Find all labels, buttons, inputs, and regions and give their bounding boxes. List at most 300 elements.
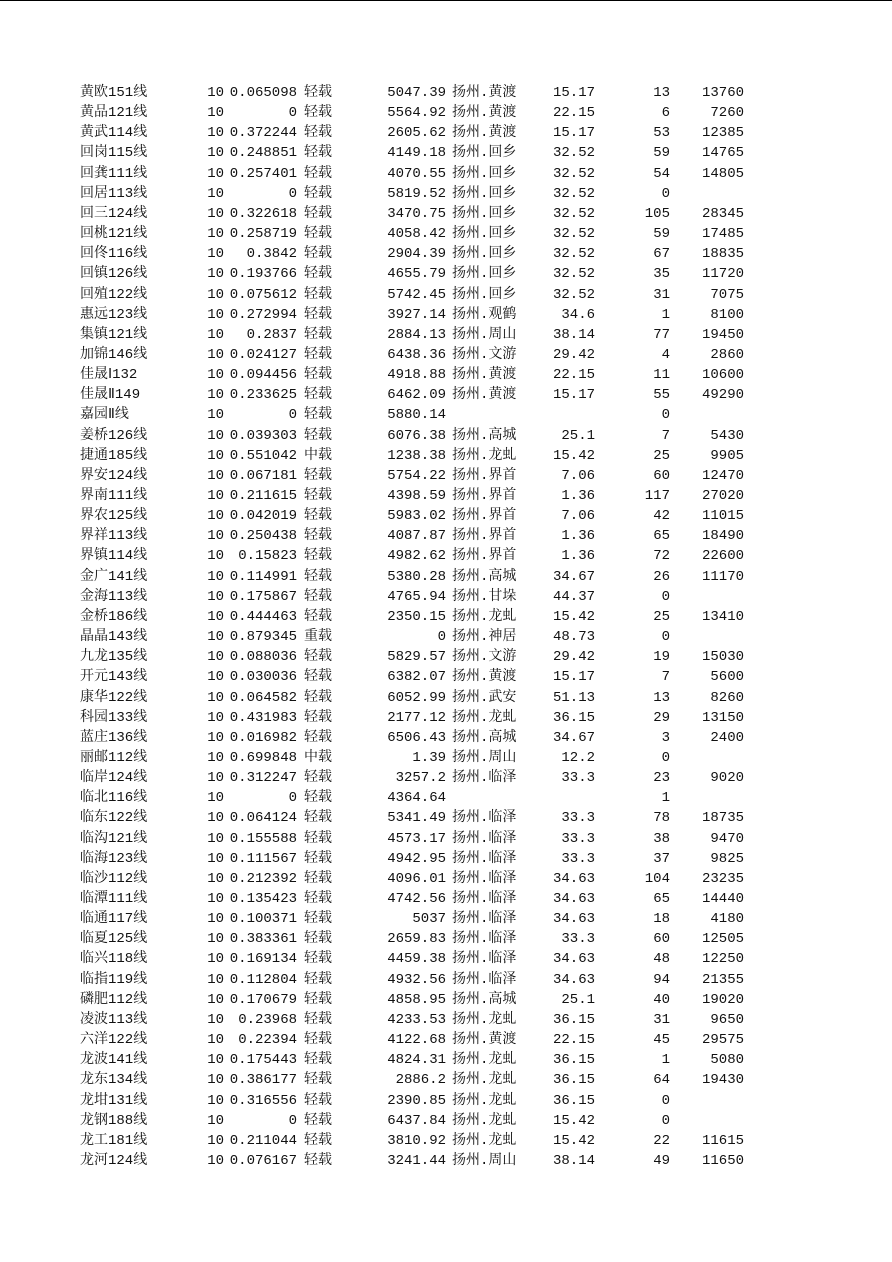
- voltage-cell: 10: [207, 205, 224, 222]
- count-cell: 94: [653, 971, 670, 988]
- table-row: [0, 526, 892, 546]
- load-ratio-cell: 0.372244: [229, 125, 297, 142]
- capacity-cell: 12385: [701, 125, 744, 142]
- line-name-cell: 临北116线: [80, 790, 148, 807]
- distance-cell: 33.3: [561, 850, 595, 867]
- voltage-cell: 10: [207, 165, 224, 182]
- line-name-cell: 捷通185线: [80, 447, 148, 464]
- table-row: [0, 667, 892, 687]
- substation-cell: 扬州.临泽: [452, 810, 517, 827]
- count-cell: 0: [661, 185, 670, 202]
- substation-cell: 扬州.龙虬: [452, 447, 517, 464]
- load-status-cell: 轻载: [304, 1072, 332, 1089]
- line-name-cell: 临潭111线: [80, 891, 148, 907]
- margin-value-cell: 6438.36: [387, 346, 446, 363]
- voltage-cell: 10: [207, 145, 224, 162]
- load-ratio-cell: 0.2837: [246, 326, 297, 343]
- table-row: [0, 164, 892, 184]
- line-name-cell: 丽邮112线: [80, 749, 148, 766]
- load-ratio-cell: 0: [288, 185, 297, 202]
- count-cell: 0: [661, 749, 670, 766]
- margin-value-cell: 6382.07: [387, 669, 446, 686]
- capacity-cell: 5080: [710, 1052, 744, 1069]
- table-row: [0, 365, 892, 385]
- distance-cell: 1.36: [561, 488, 595, 504]
- margin-value-cell: 5037: [412, 911, 446, 928]
- load-status-cell: 轻载: [304, 508, 332, 525]
- load-ratio-cell: 0.065098: [229, 85, 297, 101]
- voltage-cell: 10: [207, 488, 224, 504]
- load-ratio-cell: 0.383361: [229, 931, 297, 948]
- load-status-cell: 轻载: [304, 125, 332, 142]
- distance-cell: 22.15: [552, 1032, 595, 1049]
- line-name-cell: 界镇114线: [80, 548, 148, 565]
- distance-cell: 15.42: [552, 447, 595, 464]
- count-cell: 35: [653, 266, 670, 283]
- substation-cell: [452, 405, 524, 425]
- substation-cell: 扬州.临泽: [452, 830, 517, 847]
- load-status-cell: 轻载: [304, 770, 332, 787]
- voltage-cell: 10: [207, 528, 224, 545]
- capacity-cell: 11615: [701, 1132, 744, 1149]
- line-name-cell: 临通117线: [80, 911, 148, 928]
- substation-cell: 扬州.甘垛: [452, 588, 517, 605]
- load-status-cell: 轻载: [304, 246, 332, 263]
- distance-cell: 22.15: [552, 105, 595, 122]
- count-cell: 0: [661, 407, 670, 424]
- capacity-cell: 19430: [701, 1072, 744, 1089]
- load-status-cell: 轻载: [304, 850, 332, 867]
- capacity-cell: [672, 184, 744, 204]
- margin-value-cell: 5819.52: [387, 185, 446, 202]
- distance-cell: 32.52: [552, 226, 595, 243]
- distance-cell: 33.3: [561, 830, 595, 847]
- load-status-cell: 轻载: [304, 306, 332, 323]
- capacity-cell: 14805: [701, 165, 744, 182]
- capacity-cell: [672, 405, 744, 425]
- table-row: [0, 909, 892, 929]
- load-status-cell: 轻载: [304, 931, 332, 948]
- capacity-cell: 9470: [710, 830, 744, 847]
- line-name-cell: 回岗115线: [80, 145, 148, 162]
- voltage-cell: 10: [207, 306, 224, 323]
- margin-value-cell: 4942.95: [387, 850, 446, 867]
- substation-cell: 扬州.周山: [452, 326, 517, 343]
- table-row: [0, 688, 892, 708]
- line-name-cell: 蓝庄136线: [80, 729, 148, 746]
- capacity-cell: 9905: [710, 447, 744, 464]
- distance-cell: 34.63: [552, 911, 595, 928]
- count-cell: 11: [653, 367, 670, 384]
- load-status-cell: 轻载: [304, 568, 332, 585]
- load-ratio-cell: 0.3842: [246, 246, 297, 263]
- substation-cell: 扬州.临泽: [452, 951, 517, 968]
- load-ratio-cell: 0.212392: [229, 870, 297, 887]
- distance-cell: 36.15: [552, 1092, 595, 1109]
- load-ratio-cell: 0.024127: [229, 346, 297, 363]
- line-name-cell: 界农125线: [80, 508, 148, 525]
- substation-cell: 扬州.界首: [452, 528, 517, 545]
- load-status-cell: 轻载: [304, 911, 332, 928]
- substation-cell: 扬州.黄渡: [452, 105, 517, 122]
- voltage-cell: 10: [207, 447, 224, 464]
- substation-cell: 扬州.临泽: [452, 770, 517, 787]
- load-status-cell: 轻载: [304, 870, 332, 887]
- load-status-cell: 轻载: [304, 467, 332, 484]
- count-cell: 1: [661, 1052, 670, 1069]
- load-ratio-cell: 0.233625: [229, 387, 297, 404]
- capacity-cell: 13410: [701, 608, 744, 625]
- table-row: [0, 506, 892, 526]
- load-ratio-cell: 0.444463: [229, 608, 297, 625]
- load-status-cell: 轻载: [304, 991, 332, 1008]
- line-name-cell: 回佟116线: [80, 246, 148, 263]
- count-cell: 55: [653, 387, 670, 404]
- margin-value-cell: 4122.68: [387, 1032, 446, 1049]
- margin-value-cell: 1.39: [412, 749, 446, 766]
- count-cell: 78: [653, 810, 670, 827]
- margin-value-cell: 4233.53: [387, 1011, 446, 1028]
- line-name-cell: 九龙135线: [80, 649, 148, 666]
- load-status-cell: 轻载: [304, 85, 332, 101]
- load-status-cell: 轻载: [304, 185, 332, 202]
- margin-value-cell: 4824.31: [387, 1052, 446, 1069]
- table-row: [0, 708, 892, 728]
- load-status-cell: 轻载: [304, 1052, 332, 1069]
- capacity-cell: 5600: [710, 669, 744, 686]
- capacity-cell: 11170: [701, 568, 744, 585]
- count-cell: 48: [653, 951, 670, 968]
- table-row: [0, 1091, 892, 1111]
- voltage-cell: 10: [207, 1092, 224, 1109]
- load-ratio-cell: 0.322618: [229, 205, 297, 222]
- substation-cell: 扬州.回乡: [452, 266, 517, 283]
- substation-cell: 扬州.界首: [452, 467, 517, 484]
- margin-value-cell: 4096.01: [387, 870, 446, 887]
- line-name-cell: 嘉园Ⅱ线: [80, 407, 129, 424]
- load-status-cell: 轻载: [304, 971, 332, 988]
- count-cell: 117: [644, 488, 670, 504]
- load-status-cell: 轻载: [304, 387, 332, 404]
- count-cell: 26: [653, 568, 670, 585]
- distance-cell: 36.15: [552, 709, 595, 726]
- table-row: [0, 1131, 892, 1151]
- load-ratio-cell: 0.316556: [229, 1092, 297, 1109]
- voltage-cell: 10: [207, 608, 224, 625]
- table-row: [0, 224, 892, 244]
- table-row: [0, 1030, 892, 1050]
- line-name-cell: 龙波141线: [80, 1052, 148, 1069]
- margin-value-cell: 5564.92: [387, 105, 446, 122]
- substation-cell: 扬州.回乡: [452, 226, 517, 243]
- line-name-cell: 晶晶143线: [80, 629, 148, 646]
- substation-cell: 扬州.回乡: [452, 165, 517, 182]
- voltage-cell: 10: [207, 991, 224, 1008]
- capacity-cell: [672, 587, 744, 607]
- margin-value-cell: 3470.75: [387, 205, 446, 222]
- distance-cell: 15.17: [552, 85, 595, 101]
- distance-cell: 7.06: [561, 467, 595, 484]
- load-ratio-cell: 0.155588: [229, 830, 297, 847]
- table-row: [0, 788, 892, 808]
- table-row: [0, 829, 892, 849]
- count-cell: 0: [661, 629, 670, 646]
- load-status-cell: 轻载: [304, 548, 332, 565]
- substation-cell: 扬州.黄渡: [452, 669, 517, 686]
- table-row: [0, 808, 892, 828]
- load-status-cell: 轻载: [304, 286, 332, 303]
- count-cell: 105: [644, 205, 670, 222]
- load-ratio-cell: 0.258719: [229, 226, 297, 243]
- substation-cell: 扬州.龙虬: [452, 1112, 517, 1129]
- load-ratio-cell: 0.076167: [229, 1152, 297, 1169]
- margin-value-cell: 4398.59: [387, 488, 446, 504]
- table-row: [0, 143, 892, 163]
- count-cell: 1: [661, 790, 670, 807]
- distance-cell: 33.3: [561, 810, 595, 827]
- capacity-cell: 23235: [701, 870, 744, 887]
- voltage-cell: 10: [207, 810, 224, 827]
- capacity-cell: 10600: [701, 367, 744, 384]
- capacity-cell: 14765: [701, 145, 744, 162]
- load-ratio-cell: 0.15823: [238, 548, 297, 565]
- load-ratio-cell: 0.067181: [229, 467, 297, 484]
- table-row: [0, 869, 892, 889]
- load-status-cell: 轻载: [304, 488, 332, 504]
- margin-value-cell: 4573.17: [387, 830, 446, 847]
- count-cell: 6: [661, 105, 670, 122]
- substation-cell: 扬州.神居: [452, 629, 517, 646]
- voltage-cell: 10: [207, 246, 224, 263]
- voltage-cell: 10: [207, 911, 224, 928]
- load-status-cell: 中载: [304, 749, 332, 766]
- capacity-cell: 8260: [710, 689, 744, 706]
- load-status-cell: 轻载: [304, 1032, 332, 1049]
- count-cell: 22: [653, 1132, 670, 1149]
- voltage-cell: 10: [207, 1072, 224, 1089]
- substation-cell: 扬州.龙虬: [452, 1072, 517, 1089]
- load-status-cell: 轻载: [304, 165, 332, 182]
- voltage-cell: 10: [207, 266, 224, 283]
- count-cell: 38: [653, 830, 670, 847]
- load-status-cell: 轻载: [304, 407, 332, 424]
- voltage-cell: 10: [207, 709, 224, 726]
- table-row: [0, 647, 892, 667]
- substation-cell: 扬州.界首: [452, 548, 517, 565]
- capacity-cell: 9825: [710, 850, 744, 867]
- substation-cell: 扬州.临泽: [452, 850, 517, 867]
- load-ratio-cell: 0: [288, 790, 297, 807]
- capacity-cell: 7260: [710, 105, 744, 122]
- voltage-cell: 10: [207, 367, 224, 384]
- margin-value-cell: 5380.28: [387, 568, 446, 585]
- substation-cell: 扬州.临泽: [452, 971, 517, 988]
- table-row: [0, 607, 892, 627]
- distance-cell: 25.1: [561, 427, 595, 444]
- distance-cell: 15.17: [552, 387, 595, 404]
- voltage-cell: 10: [207, 1152, 224, 1169]
- count-cell: 0: [661, 1092, 670, 1109]
- line-name-cell: 临夏125线: [80, 931, 148, 948]
- capacity-cell: [672, 748, 744, 768]
- table-row: [0, 486, 892, 506]
- distance-cell: 36.15: [552, 1052, 595, 1069]
- voltage-cell: 10: [207, 629, 224, 646]
- count-cell: 23: [653, 770, 670, 787]
- count-cell: 1: [661, 306, 670, 323]
- capacity-cell: 11015: [701, 508, 744, 525]
- line-name-cell: 龙工181线: [80, 1132, 148, 1149]
- voltage-cell: 10: [207, 870, 224, 887]
- distance-cell: 29.42: [552, 346, 595, 363]
- count-cell: 25: [653, 447, 670, 464]
- table-row: [0, 768, 892, 788]
- distance-cell: 34.67: [552, 729, 595, 746]
- distance-cell: 34.63: [552, 891, 595, 907]
- count-cell: 13: [653, 85, 670, 101]
- line-name-cell: 临东122线: [80, 810, 148, 827]
- substation-cell: 扬州.龙虬: [452, 1052, 517, 1069]
- voltage-cell: 10: [207, 226, 224, 243]
- line-name-cell: 回殖122线: [80, 286, 148, 303]
- capacity-cell: 9020: [710, 770, 744, 787]
- capacity-cell: [672, 1091, 744, 1111]
- table-row: [0, 1111, 892, 1131]
- substation-cell: 扬州.高城: [452, 427, 517, 444]
- load-status-cell: 轻载: [304, 830, 332, 847]
- capacity-cell: 27020: [701, 488, 744, 504]
- distance-cell: 33.3: [561, 770, 595, 787]
- load-status-cell: 轻载: [304, 810, 332, 827]
- count-cell: 31: [653, 286, 670, 303]
- count-cell: 64: [653, 1072, 670, 1089]
- count-cell: 54: [653, 165, 670, 182]
- margin-value-cell: 2177.12: [387, 709, 446, 726]
- load-status-cell: 轻载: [304, 790, 332, 807]
- margin-value-cell: 0: [437, 629, 446, 646]
- substation-cell: 扬州.龙虬: [452, 709, 517, 726]
- line-name-cell: 金桥186线: [80, 608, 148, 625]
- line-name-cell: 六洋122线: [80, 1032, 148, 1049]
- capacity-cell: [672, 1111, 744, 1131]
- table-row: [0, 244, 892, 264]
- capacity-cell: 19020: [701, 991, 744, 1008]
- load-ratio-cell: 0.169134: [229, 951, 297, 968]
- load-status-cell: 轻载: [304, 729, 332, 746]
- table-row: [0, 446, 892, 466]
- voltage-cell: 10: [207, 850, 224, 867]
- load-ratio-cell: 0.042019: [229, 508, 297, 525]
- table-row: [0, 83, 892, 103]
- capacity-cell: 9650: [710, 1011, 744, 1028]
- count-cell: 40: [653, 991, 670, 1008]
- line-name-cell: 金海113线: [80, 588, 148, 605]
- distance-cell: 38.14: [552, 326, 595, 343]
- load-status-cell: 轻载: [304, 205, 332, 222]
- voltage-cell: 10: [207, 649, 224, 666]
- load-status-cell: 轻载: [304, 1152, 332, 1169]
- capacity-cell: 2400: [710, 729, 744, 746]
- voltage-cell: 10: [207, 326, 224, 343]
- table-row: [0, 466, 892, 486]
- substation-cell: 扬州.回乡: [452, 205, 517, 222]
- table-row: [0, 1050, 892, 1070]
- count-cell: 65: [653, 891, 670, 907]
- voltage-cell: 10: [207, 467, 224, 484]
- table-row: [0, 970, 892, 990]
- substation-cell: 扬州.黄渡: [452, 1032, 517, 1049]
- margin-value-cell: 4087.87: [387, 528, 446, 545]
- count-cell: 42: [653, 508, 670, 525]
- voltage-cell: 10: [207, 1032, 224, 1049]
- table-row: [0, 405, 892, 425]
- distance-cell: 32.52: [552, 185, 595, 202]
- load-ratio-cell: 0.257401: [229, 165, 297, 182]
- load-ratio-cell: 0: [288, 407, 297, 424]
- line-name-cell: 回龚111线: [80, 165, 148, 182]
- voltage-cell: 10: [207, 407, 224, 424]
- substation-cell: 扬州.龙虬: [452, 608, 517, 625]
- margin-value-cell: 5880.14: [387, 407, 446, 424]
- substation-cell: 扬州.回乡: [452, 145, 517, 162]
- margin-value-cell: 4742.56: [387, 891, 446, 907]
- voltage-cell: 10: [207, 85, 224, 101]
- line-name-cell: 佳晟Ⅱ149: [80, 387, 141, 404]
- count-cell: 59: [653, 145, 670, 162]
- line-name-cell: 龙东134线: [80, 1072, 148, 1089]
- voltage-cell: 10: [207, 387, 224, 404]
- load-ratio-cell: 0.064124: [229, 810, 297, 827]
- margin-value-cell: 4364.64: [387, 790, 446, 807]
- capacity-cell: 4180: [710, 911, 744, 928]
- margin-value-cell: 3241.44: [387, 1152, 446, 1169]
- table-row: [0, 949, 892, 969]
- substation-cell: 扬州.文游: [452, 649, 517, 666]
- load-status-cell: 轻载: [304, 1092, 332, 1109]
- load-ratio-cell: 0.094456: [229, 367, 297, 384]
- count-cell: 7: [661, 427, 670, 444]
- distance-cell: 36.15: [552, 1072, 595, 1089]
- substation-cell: 扬州.回乡: [452, 185, 517, 202]
- load-ratio-cell: 0.039303: [229, 427, 297, 444]
- load-ratio-cell: 0.075612: [229, 286, 297, 303]
- load-ratio-cell: 0.175443: [229, 1052, 297, 1069]
- voltage-cell: 10: [207, 891, 224, 907]
- load-ratio-cell: 0.312247: [229, 770, 297, 787]
- load-ratio-cell: 0.272994: [229, 306, 297, 323]
- substation-cell: 扬州.文游: [452, 346, 517, 363]
- line-name-cell: 姜桥126线: [80, 427, 148, 444]
- count-cell: 7: [661, 669, 670, 686]
- table-row: [0, 567, 892, 587]
- table-row: [0, 345, 892, 365]
- line-name-cell: 回桃121线: [80, 226, 148, 243]
- margin-value-cell: 2886.2: [395, 1072, 446, 1089]
- table-row: [0, 889, 892, 909]
- distance-cell: 12.2: [561, 749, 595, 766]
- count-cell: 31: [653, 1011, 670, 1028]
- margin-value-cell: 6052.99: [387, 689, 446, 706]
- table-row: [0, 325, 892, 345]
- distance-cell: [526, 788, 595, 808]
- count-cell: 45: [653, 1032, 670, 1049]
- capacity-cell: 15030: [701, 649, 744, 666]
- substation-cell: 扬州.黄渡: [452, 125, 517, 142]
- voltage-cell: 10: [207, 669, 224, 686]
- voltage-cell: 10: [207, 1112, 224, 1129]
- margin-value-cell: 4982.62: [387, 548, 446, 565]
- capacity-cell: 22600: [701, 548, 744, 565]
